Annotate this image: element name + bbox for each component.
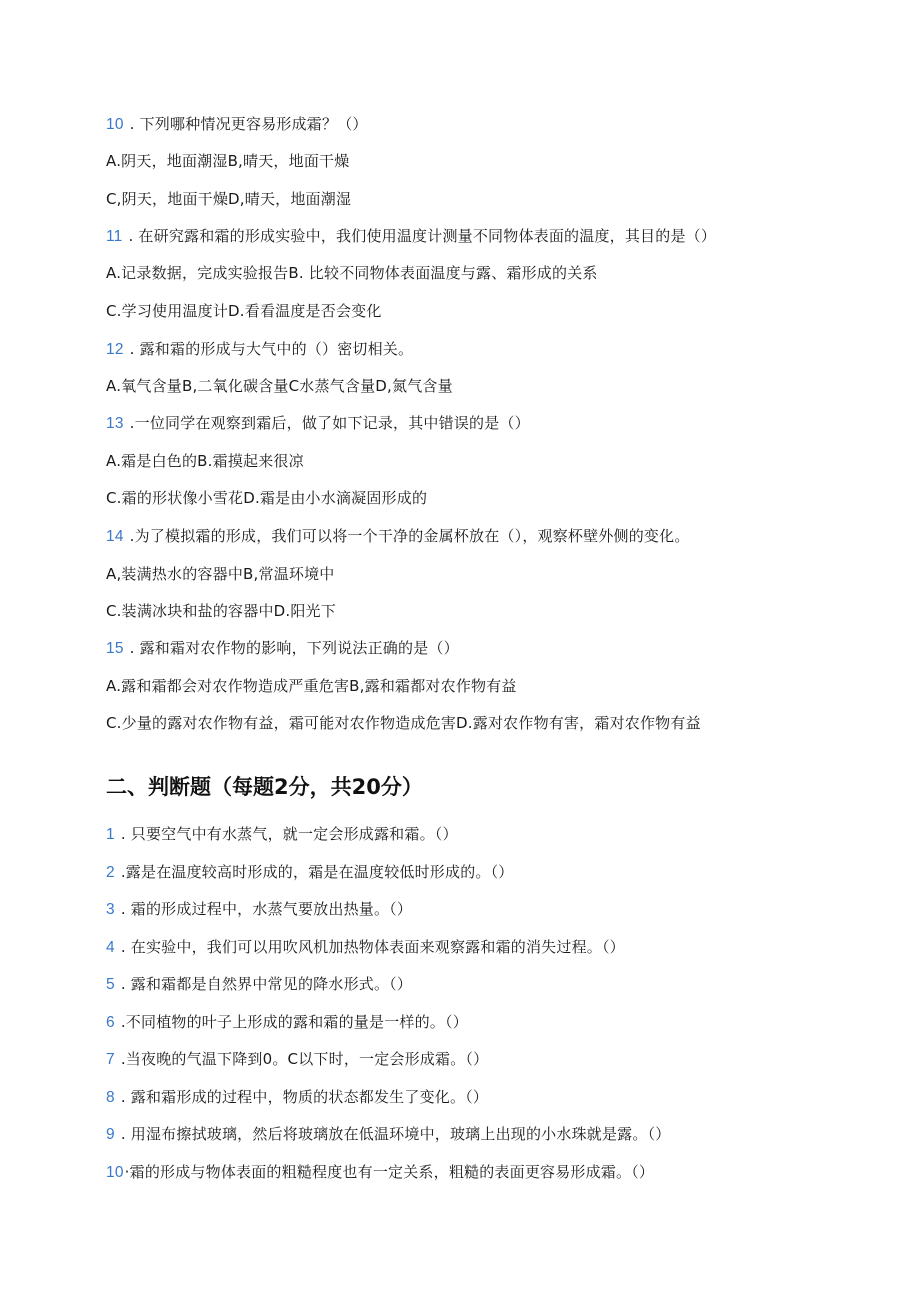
question-text: .当夜晚的气温下降到0。C以下时，一定会形成霜。（） xyxy=(120,1050,489,1068)
judge-question-3 xyxy=(106,899,412,920)
question-11 xyxy=(106,226,716,247)
question-text: . 在实验中，我们可以用吹风机加热物体表面来观察露和霜的消失过程。（） xyxy=(120,938,625,956)
question-number: 12 xyxy=(106,341,124,358)
question-number: 10 xyxy=(106,116,124,133)
question-text: .不同植物的叶子上形成的露和霜的量是一样的。（） xyxy=(120,1013,468,1031)
judge-question-9 xyxy=(106,1124,670,1145)
question-text: . 只要空气中有水蒸气，就一定会形成露和霜。（） xyxy=(120,825,458,843)
question-text: . 在研究露和霜的形成实验中，我们使用温度计测量不同物体表面的温度，其目的是（） xyxy=(128,227,717,245)
question-13-options-2: C.霜的形状像小雪花D.霜是由小水滴凝固形成的 xyxy=(106,489,428,507)
question-11-options-2: C.学习使用温度计D.看看温度是否会变化 xyxy=(106,302,382,320)
question-15-options-2: C.少量的露对农作物有益，霜可能对农作物造成危害D.露对农作物有害，霜对农作物有益 xyxy=(106,714,701,732)
judge-question-4 xyxy=(106,937,625,958)
question-number: 5 xyxy=(106,976,115,993)
question-text: . 用湿布擦拭玻璃，然后将玻璃放在低温环境中，玻璃上出现的小水珠就是露。（） xyxy=(120,1125,671,1143)
question-number: 8 xyxy=(106,1089,115,1106)
question-number: 13 xyxy=(106,415,124,432)
question-text: .露是在温度较高时形成的，霜是在温度较低时形成的。（） xyxy=(120,863,514,881)
question-text: . 下列哪种情况更容易形成霜？（） xyxy=(129,115,368,133)
question-10 xyxy=(106,114,368,135)
question-10-options-2: C,阴天，地面干燥D,晴天，地面潮湿 xyxy=(106,190,352,208)
question-text: .一位同学在观察到霜后，做了如下记录，其中错误的是（） xyxy=(129,414,530,432)
question-number: 14 xyxy=(106,528,124,545)
question-number: 1 xyxy=(106,826,115,843)
question-number: 9 xyxy=(106,1126,115,1143)
question-12-options-1: A.氧气含量B,二氧化碳含量C水蒸气含量D,氮气含量 xyxy=(106,377,453,395)
question-number: 6 xyxy=(106,1014,115,1031)
question-text: . 霜的形成过程中，水蒸气要放出热量。（） xyxy=(120,900,413,918)
question-10-options-1: A.阴天，地面潮湿B,晴天，地面干燥 xyxy=(106,152,350,170)
judge-question-2 xyxy=(106,862,514,883)
question-15 xyxy=(106,638,459,659)
judge-question-6 xyxy=(106,1012,468,1033)
question-text: .为了模拟霜的形成，我们可以将一个干净的金属杯放在（），观察杯壁外侧的变化。 xyxy=(129,527,690,545)
question-text: . 露和霜形成的过程中，物质的状态都发生了变化。（） xyxy=(120,1088,489,1106)
question-13-options-1: A.霜是白色的B.霜摸起来很凉 xyxy=(106,452,304,470)
judge-question-1 xyxy=(106,824,458,845)
question-number: 7 xyxy=(106,1051,115,1068)
judge-question-7 xyxy=(106,1049,488,1070)
question-14-options-2: C.装满冰块和盐的容器中D.阳光下 xyxy=(106,602,336,620)
question-number: 4 xyxy=(106,939,115,956)
question-11-options-1: A.记录数据，完成实验报告B. 比较不同物体表面温度与露、霜形成的关系 xyxy=(106,264,598,282)
question-12 xyxy=(106,339,413,360)
judge-question-5 xyxy=(106,974,412,995)
question-14 xyxy=(106,526,690,547)
question-15-options-1: A.露和霜都会对农作物造成严重危害B,露和霜都对农作物有益 xyxy=(106,677,517,695)
section-title: 二、判断题（每题2分，共20分） xyxy=(106,775,423,799)
question-number: 11 xyxy=(106,228,123,245)
question-13 xyxy=(106,413,530,434)
question-text: . 露和霜的形成与大气中的（）密切相关。 xyxy=(129,340,414,358)
judge-question-10 xyxy=(106,1162,654,1183)
question-14-options-1: A,装满热水的容器中B,常温环境中 xyxy=(106,565,335,583)
question-number: 2 xyxy=(106,864,115,881)
question-number: 3 xyxy=(106,901,115,918)
judge-question-8 xyxy=(106,1087,488,1108)
question-number: 15 xyxy=(106,640,124,657)
question-text: . 露和霜对农作物的影响，下列说法正确的是（） xyxy=(129,639,459,657)
question-number: 10 xyxy=(106,1164,124,1181)
question-text: . 露和霜都是自然界中常见的降水形式。（） xyxy=(120,975,413,993)
question-text: ·霜的形成与物体表面的粗糙程度也有一定关系，粗糙的表面更容易形成霜。（） xyxy=(124,1163,655,1181)
